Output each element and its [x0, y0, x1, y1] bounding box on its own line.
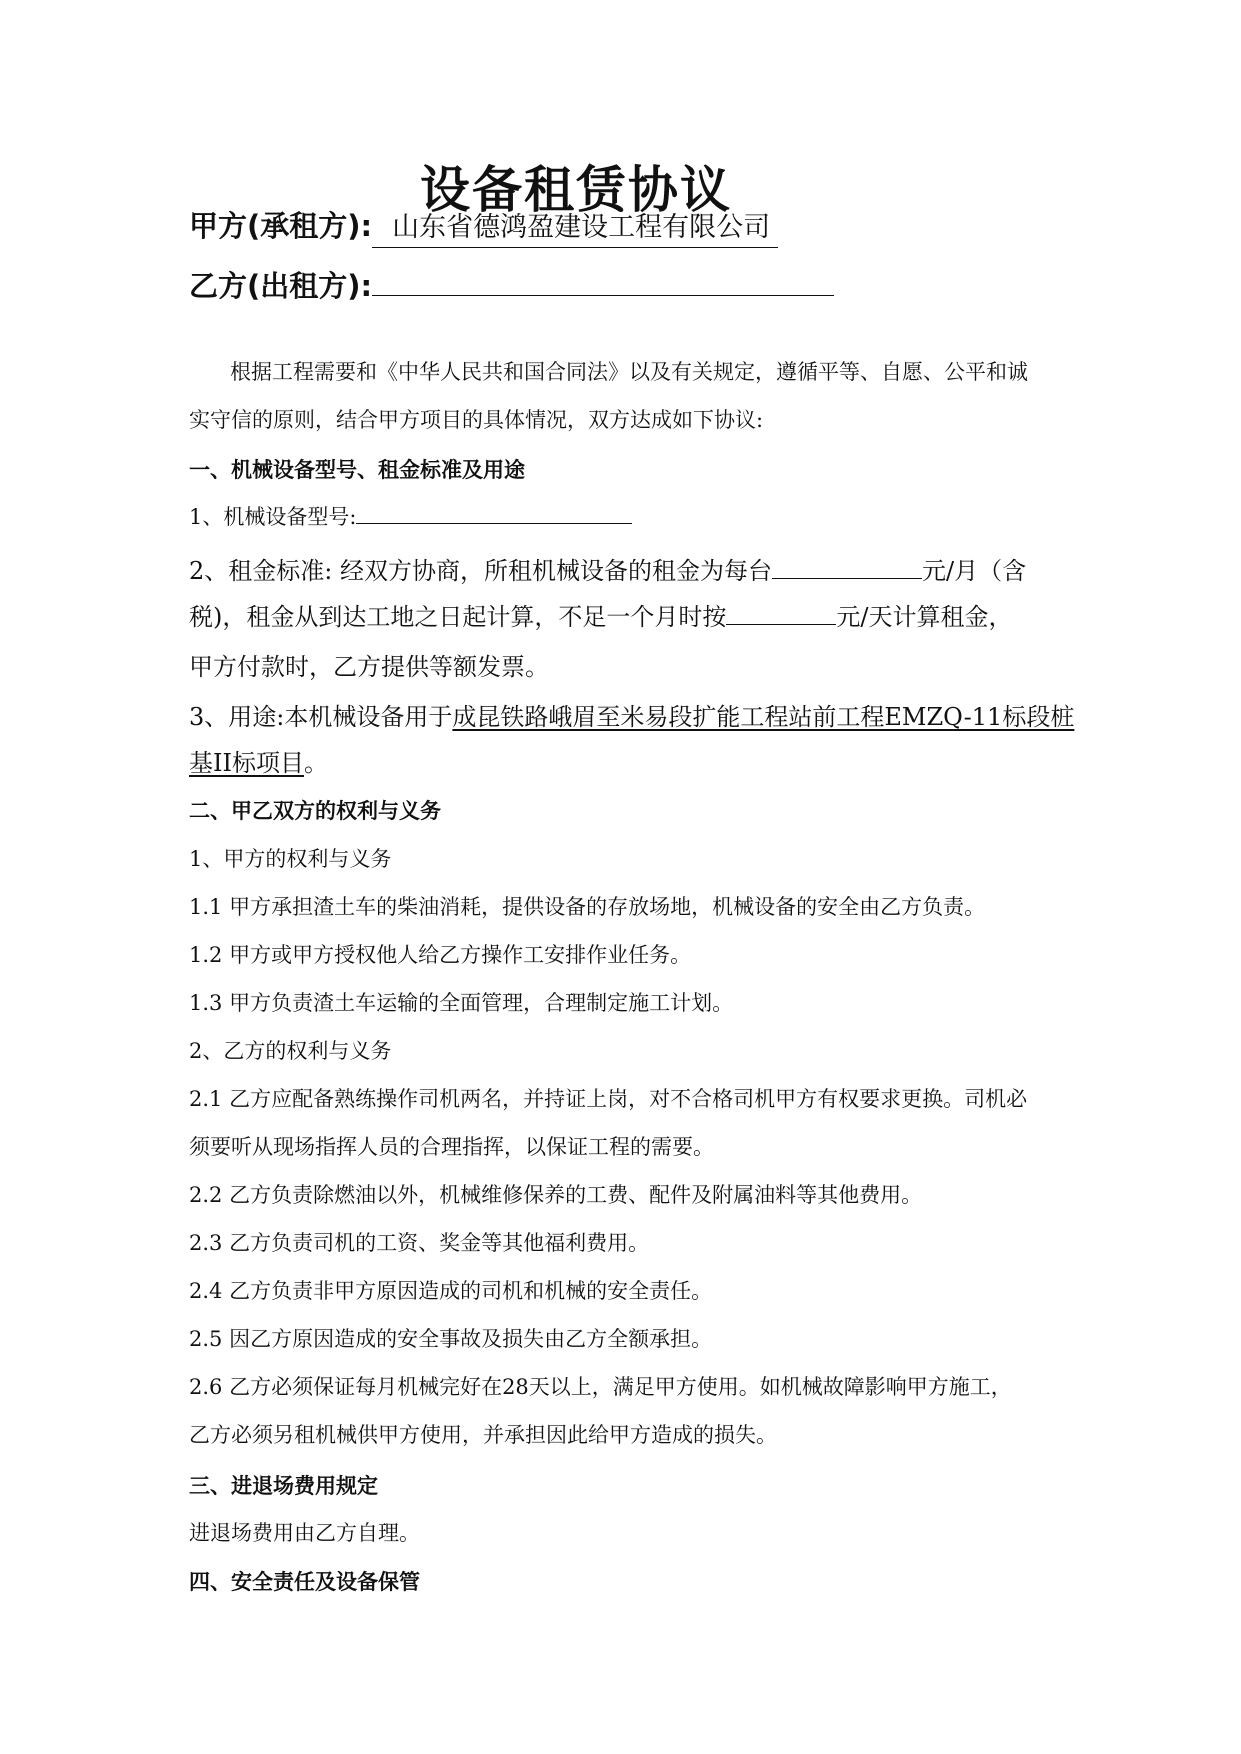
- section-3-heading: 三、进退场费用规定: [189, 1474, 378, 1498]
- party-b-label: 乙方(出租方):: [189, 269, 373, 303]
- clause-2-4: 2.4 乙方负责非甲方原因造成的司机和机械的安全责任。: [189, 1279, 713, 1303]
- daily-rent-blank: [726, 600, 836, 625]
- equipment-model-blank: [356, 501, 632, 524]
- rent-standard-line-2: [189, 597, 1012, 632]
- clause-2-6-line-1: 2.6 乙方必须保证每月机械完好在28天以上，满足甲方使用。如机械故障影响甲方施工，: [189, 1375, 1012, 1399]
- intro-line-1: 根据工程需要和《中华人民共和国合同法》以及有关规定，遵循平等、自愿、公平和诚: [230, 360, 1028, 384]
- clause-2-5: 2.5 因乙方原因造成的安全事故及损失由乙方全额承担。: [189, 1327, 713, 1351]
- clause-2-2: 2.2 乙方负责除燃油以外，机械维修保养的工费、配件及附属油料等其他费用。: [189, 1183, 923, 1207]
- party-a-line: [189, 204, 778, 248]
- section-2-heading: 二、甲乙双方的权利与义务: [189, 799, 441, 823]
- party-a-value: 山东省德鸿盈建设工程有限公司: [372, 211, 778, 248]
- section-1-heading: 一、机械设备型号、租金标准及用途: [189, 458, 525, 482]
- document-title: 设备租赁协议: [420, 161, 732, 219]
- party-b-blank: [372, 265, 834, 296]
- rent-standard-line-1: [189, 551, 1026, 586]
- clause-1-2: 1.2 甲方或甲方授权他人给乙方操作工安排作业任务。: [189, 943, 692, 967]
- usage-project-name: 成昆铁路峨眉至米易段扩能工程站前工程EMZQ-11标段桩: [452, 703, 1075, 731]
- clause-1-1: 1.1 甲方承担渣土车的柴油消耗，提供设备的存放场地，机械设备的安全由乙方负责。: [189, 895, 986, 919]
- rent-standard-text: 2、租金标准: 经双方协商，所租机械设备的租金为每台: [189, 557, 772, 585]
- monthly-rent-unit: 元/月（含: [921, 557, 1027, 585]
- clause-2-3: 2.3 乙方负责司机的工资、奖金等其他福利费用。: [189, 1231, 650, 1255]
- usage-line-2: [189, 743, 328, 778]
- rent-standard-line-3: 甲方付款时，乙方提供等额发票。: [189, 653, 549, 681]
- monthly-rent-blank: [772, 554, 922, 579]
- party-b-duties-heading: 2、乙方的权利与义务: [189, 1039, 392, 1063]
- party-b-line: [189, 264, 834, 305]
- usage-end: 。: [303, 749, 328, 777]
- section-4-heading: 四、安全责任及设备保管: [189, 1570, 420, 1594]
- clause-2-1-line-2: 须要听从现场指挥人员的合理指挥，以保证工程的需要。: [189, 1135, 714, 1159]
- daily-rent-unit: 元/天计算租金，: [836, 603, 1013, 631]
- party-a-label: 甲方(承租方):: [189, 209, 373, 243]
- clause-2-1-line-1: 2.1 乙方应配备熟练操作司机两名，并持证上岗，对不合格司机甲方有权要求更换。司机必: [189, 1087, 1028, 1111]
- clause-1-3: 1.3 甲方负责渣土车运输的全面管理，合理制定施工计划。: [189, 991, 734, 1015]
- usage-label: 3、用途:本机械设备用于: [189, 703, 453, 731]
- intro-line-2: 实守信的原则，结合甲方项目的具体情况，双方达成如下协议:: [189, 408, 764, 432]
- equipment-model-label: 1、机械设备型号:: [189, 505, 357, 529]
- rent-daily-text: 税)，租金从到达工地之日起计算，不足一个月时按: [189, 603, 727, 631]
- usage-project-name-cont: 基II标项目: [189, 749, 304, 777]
- party-a-duties-heading: 1、甲方的权利与义务: [189, 847, 392, 871]
- clause-2-6-line-2: 乙方必须另租机械供甲方使用，并承担因此给甲方造成的损失。: [189, 1423, 777, 1447]
- equipment-model-line: [189, 501, 632, 531]
- usage-line-1: [189, 697, 1074, 732]
- section-3-body: 进退场费用由乙方自理。: [189, 1521, 420, 1545]
